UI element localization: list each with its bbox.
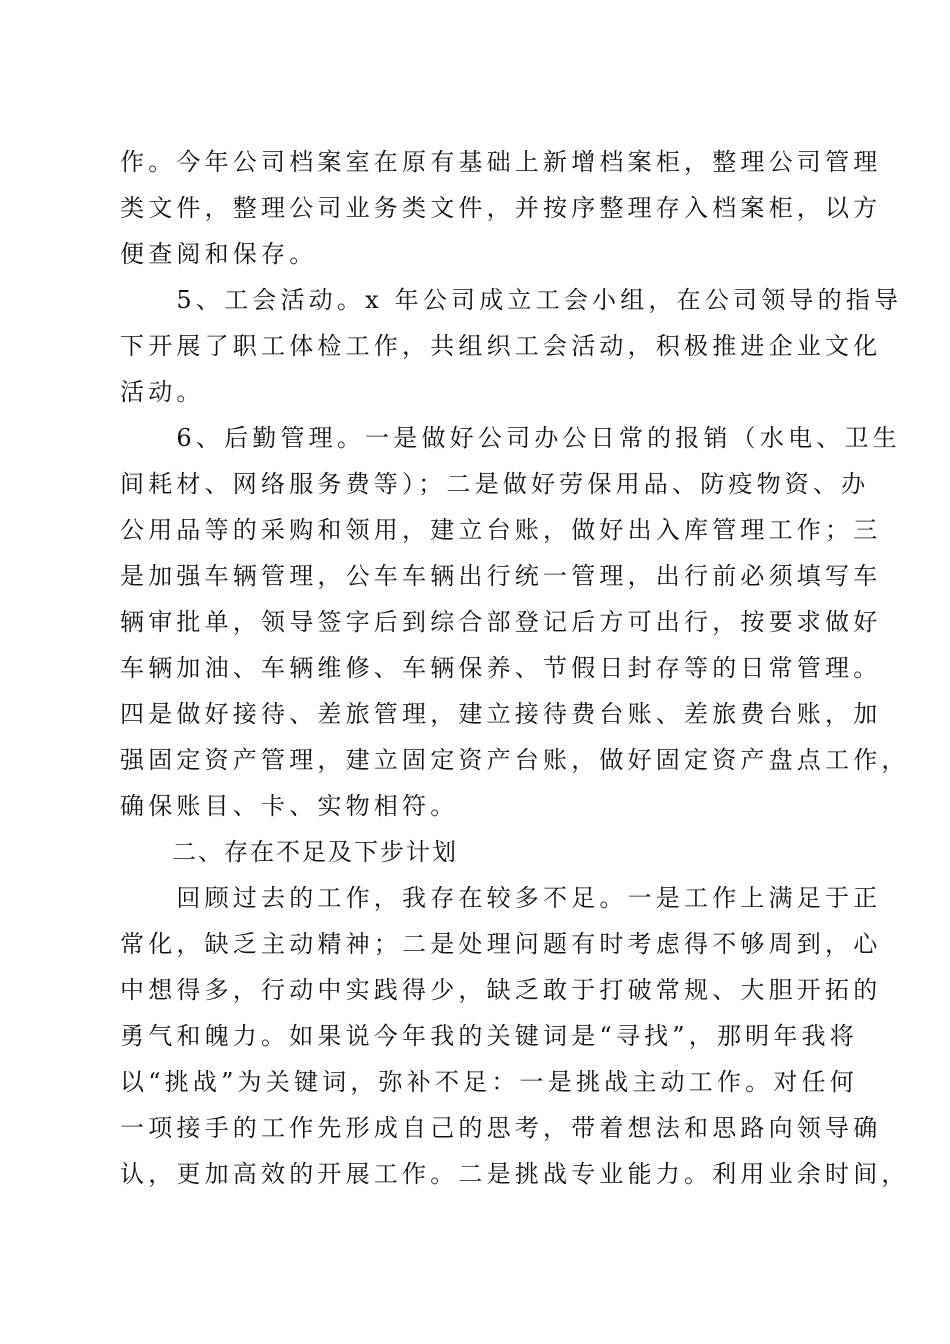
text-line: 类文件，整理公司业务类文件，并按序整理存入档案柜，以方 [120,194,882,222]
text-line: 5、工会活动。x 年公司成立工会小组，在公司领导的指导 [120,286,903,314]
text-line: 辆审批单，领导签字后到综合部登记后方可出行，按要求做好 [120,608,882,636]
text-line: 一项接手的工作先形成自己的思考，带着想法和思路向领导确 [120,1114,882,1142]
text-line: 以“挑战”为关键词，弥补不足：一是挑战主动工作。对任何 [120,1068,858,1096]
text-line: 强固定资产管理，建立固定资产台账，做好固定资产盘点工作， [120,746,910,774]
text-line: 作。今年公司档案室在原有基础上新增档案柜，整理公司管理 [120,148,882,176]
text-line: 勇气和魄力。如果说今年我的关键词是“寻找”，那明年我将 [120,1022,858,1050]
text-line: 间耗材、网络服务费等）；二是做好劳保用品、防疫物资、办 [120,470,870,498]
text-line: 便查阅和保存。 [120,240,318,268]
text-line: 四是做好接待、差旅管理，建立接待费台账、差旅费台账，加 [120,700,882,728]
text-line: 6、后勤管理。一是做好公司办公日常的报销（水电、卫生 [120,424,901,452]
text-line: 回顾过去的工作，我存在较多不足。一是工作上满足于正 [120,884,882,912]
text-line: 认，更加高效的开展工作。二是挑战专业能力。利用业余时间， [120,1160,910,1188]
text-line: 下开展了职工体检工作，共组织工会活动，积极推进企业文化 [120,332,882,360]
text-line: 确保账目、卡、实物相符。 [120,792,459,820]
text-line: 活动。 [120,378,205,406]
text-line: 中想得多，行动中实践得少，缺乏敢于打破常规、大胆开拓的 [120,976,882,1004]
text-line: 车辆加油、车辆维修、车辆保养、节假日封存等的日常管理。 [120,654,882,682]
text-line: 公用品等的采购和领用，建立台账，做好出入库管理工作；三 [120,516,882,544]
document-body [120,139,910,1197]
text-line: 常化，缺乏主动精神；二是处理问题有时考虑得不够周到，心 [120,930,882,958]
section-heading: 二、存在不足及下步计划 [120,838,458,866]
text-line: 是加强车辆管理，公车车辆出行统一管理，出行前必须填写车 [120,562,882,590]
